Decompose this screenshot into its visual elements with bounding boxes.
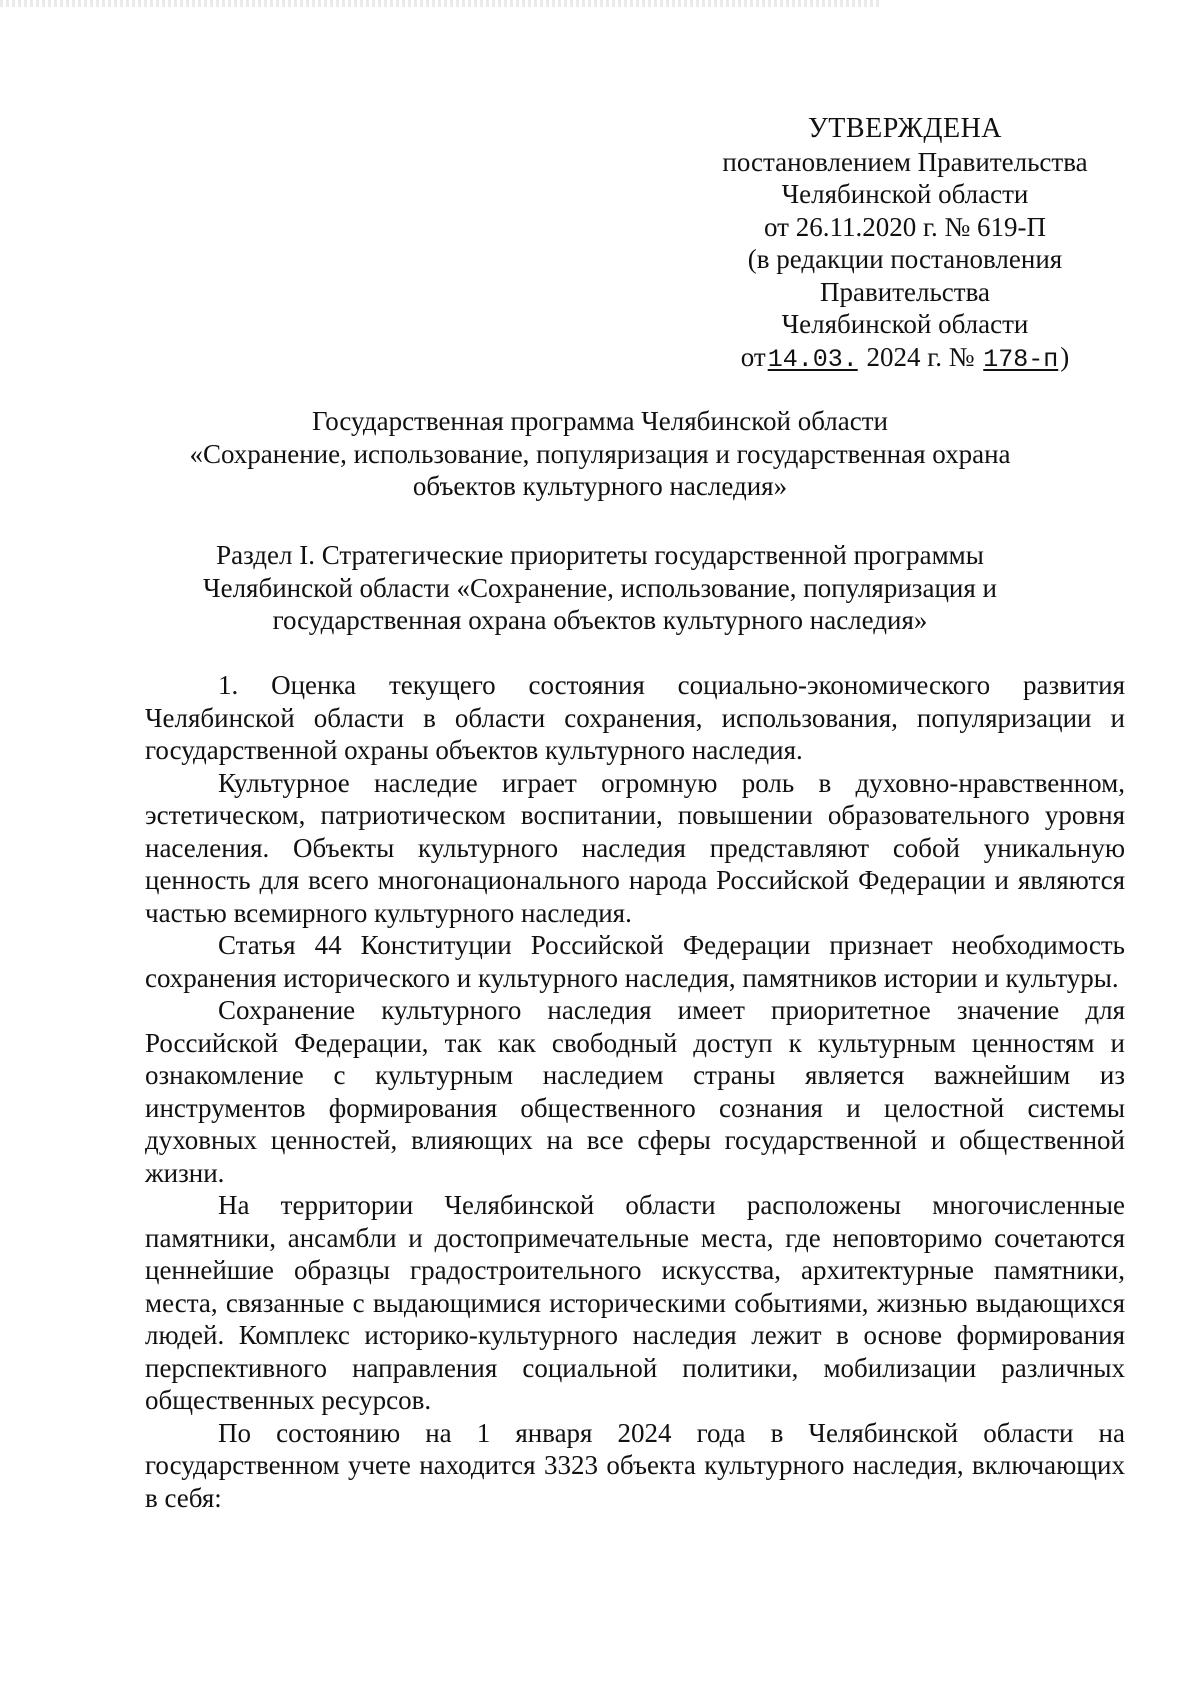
approval-line-6: Челябинской области (781, 309, 1029, 339)
approval-line-2: Челябинской области (781, 179, 1029, 209)
approval-line-5: Правительства (820, 276, 990, 307)
section-title (130, 539, 1070, 637)
paragraph-5: На территории Челябинской области расположены многочисленные памятники, ансамбли и достопримечательные места, где неповторимо сочетаются ценнейшие образцы градостроительного искусства, архитектурные памятники, места, связанные с выдающимися историческими событиями, жизнью выдающихся людей. Комплекс историко-культурного наследия лежит в основе формирования перспективного направления социальной политики, мобилизации различных общественных ресурсов. (145, 1190, 1125, 1415)
document-body (145, 669, 1125, 1514)
approval-line-1: постановлением Правительства (722, 146, 1088, 177)
program-title (130, 405, 1070, 503)
approval-stamp-block (690, 113, 1120, 376)
paragraph-6: По состоянию на 1 января 2024 года в Челябинской области на государственном учете находится 3323 объекта культурного наследия, включающих в себя: (145, 1417, 1125, 1513)
section-title-line-1: Раздел I. Стратегические приоритеты государственной программы (216, 540, 984, 570)
scan-edge-artifact (0, 0, 880, 7)
approval-line-3: от 26.11.2020 г. № 619-П (764, 211, 1046, 242)
approval-date-suffix: 2024 г. № (866, 341, 975, 372)
program-title-line-1: Государственная программа Челябинской области (312, 406, 888, 436)
program-title-line-2: «Сохранение, использование, популяризация и государственная охрана (189, 438, 1011, 469)
approval-line-4: (в редакции постановления (747, 244, 1063, 274)
approval-closing-paren: ) (1060, 341, 1070, 372)
approval-number-value: 178-п (983, 344, 1059, 374)
approval-date-line (690, 341, 1120, 377)
paragraph-1: 1. Оценка текущего состояния социально-экономического развития Челябинской области в области сохранения, использования, популяризации и государственной охраны объектов культурного наследия. (145, 670, 1125, 765)
approval-date-prefix: от (740, 341, 766, 372)
section-title-line-2: Челябинской области «Сохранение, использование, популяризация и (203, 572, 997, 603)
program-title-line-3: объектов культурного наследия» (412, 471, 788, 501)
section-title-line-3: государственная охрана объектов культурного наследия» (272, 605, 928, 635)
approval-heading: УТВЕРЖДЕНА (807, 113, 1003, 144)
paragraph-3: Статья 44 Конституции Российской Федерации признает необходимость сохранения исторического и культурного наследия, памятников истории и культуры. (145, 930, 1125, 993)
paragraph-4: Сохранение культурного наследия имеет приоритетное значение для Российской Федерации, так как свободный доступ к культурным ценностям и ознакомление с культурным наследием страны является важнейшим из инструментов формирования общественного сознания и целостной системы духовных ценностей, влияющих на все сферы государственной и общественной жизни. (145, 995, 1125, 1188)
paragraph-2: Культурное наследие играет огромную роль в духовно-нравственном, эстетическом, патриотическом воспитании, повышении образовательного уровня населения. Объекты культурного наследия представляют собой уникальную ценность для всего многонационального народа Российской Федерации и являются частью всемирного культурного наследия. (145, 767, 1125, 928)
approval-date-value: 14.03. (767, 344, 858, 374)
